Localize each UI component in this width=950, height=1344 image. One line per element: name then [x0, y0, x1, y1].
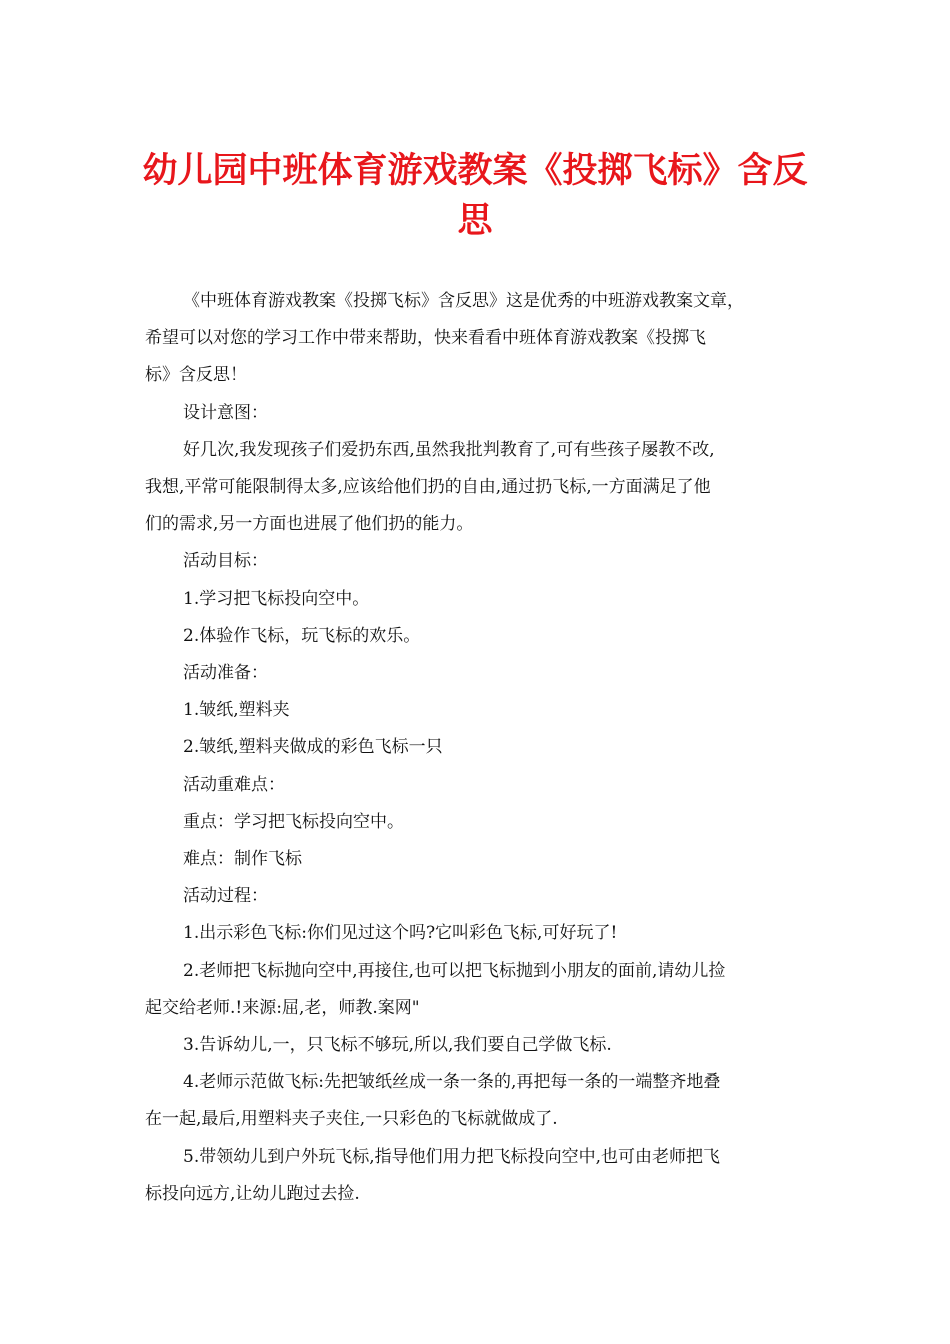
document-body: [145, 283, 810, 1213]
title-line: 幼儿园中班体育游戏教案《投掷飞标》含反: [142, 151, 808, 191]
paragraph-line: 在一起,最后,用塑料夹子夹住,一只彩色的飞标就做成了.: [145, 1109, 558, 1130]
paragraph-line: 标投向远方,让幼儿跑过去捡.: [145, 1183, 360, 1204]
paragraph-line: 们的需求,另一方面也进展了他们扔的能力。: [145, 514, 474, 535]
process-step: [145, 1064, 810, 1138]
difficult-point: 难点：制作飞标: [183, 849, 302, 870]
paragraph-line: 2.老师把飞标抛向空中,再接住,也可以把飞标抛到小朋友的面前,请幼儿捡: [183, 960, 726, 981]
key-point: 重点：学习把飞标投向空中。: [183, 811, 404, 832]
paragraph-line: 《中班体育游戏教案《投掷飞标》含反思》这是优秀的中班游戏教案文章，: [183, 291, 744, 311]
paragraph-line: 我想,平常可能限制得太多,应该给他们扔的自由,通过扔飞标,一方面满足了他: [145, 477, 711, 498]
prep-item: 1.皱纸,塑料夹: [183, 700, 290, 721]
process-step: [145, 1139, 810, 1213]
document-title: [140, 146, 810, 246]
paragraph-line: 4.老师示范做飞标:先把皱纸丝成一条一条的,再把每一条的一端整齐地叠: [183, 1072, 721, 1093]
goal-item: 1.学习把飞标投向空中。: [183, 588, 370, 609]
goal-item: 2.体验作飞标，玩飞标的欢乐。: [183, 625, 421, 646]
paragraph-line: 起交给老师.!来源:屈,老，师教.案网": [145, 997, 420, 1018]
paragraph-line: 标》含反思！: [145, 365, 247, 386]
paragraph-line: 好几次,我发现孩子们爱扔东西,虽然我批判教育了,可有些孩子屡教不改,: [183, 439, 715, 460]
paragraph-line: 希望可以对您的学习工作中带来帮助，快来看看中班体育游戏教案《投掷飞: [145, 328, 706, 349]
process-step: 1.出示彩色飞标:你们见过这个吗?它叫彩色飞标,可好玩了!: [183, 923, 618, 944]
key-heading: 活动重难点：: [183, 774, 285, 795]
paragraph-line: 5.带领幼儿到户外玩飞标,指导他们用力把飞标投向空中,也可由老师把飞: [183, 1146, 721, 1167]
process-step: 3.告诉幼儿,一，只飞标不够玩,所以,我们要自己学做飞标.: [183, 1035, 612, 1056]
title-line: 思: [457, 201, 493, 241]
prep-heading: 活动准备：: [183, 663, 268, 684]
goal-heading: 活动目标：: [183, 551, 268, 572]
prep-item: 2.皱纸,塑料夹做成的彩色飞标一只: [183, 737, 443, 758]
design-heading: 设计意图：: [183, 402, 268, 423]
process-step: [145, 953, 810, 1027]
design-paragraph: [145, 432, 810, 544]
intro-paragraph: [145, 283, 810, 395]
process-heading: 活动过程：: [183, 886, 268, 907]
